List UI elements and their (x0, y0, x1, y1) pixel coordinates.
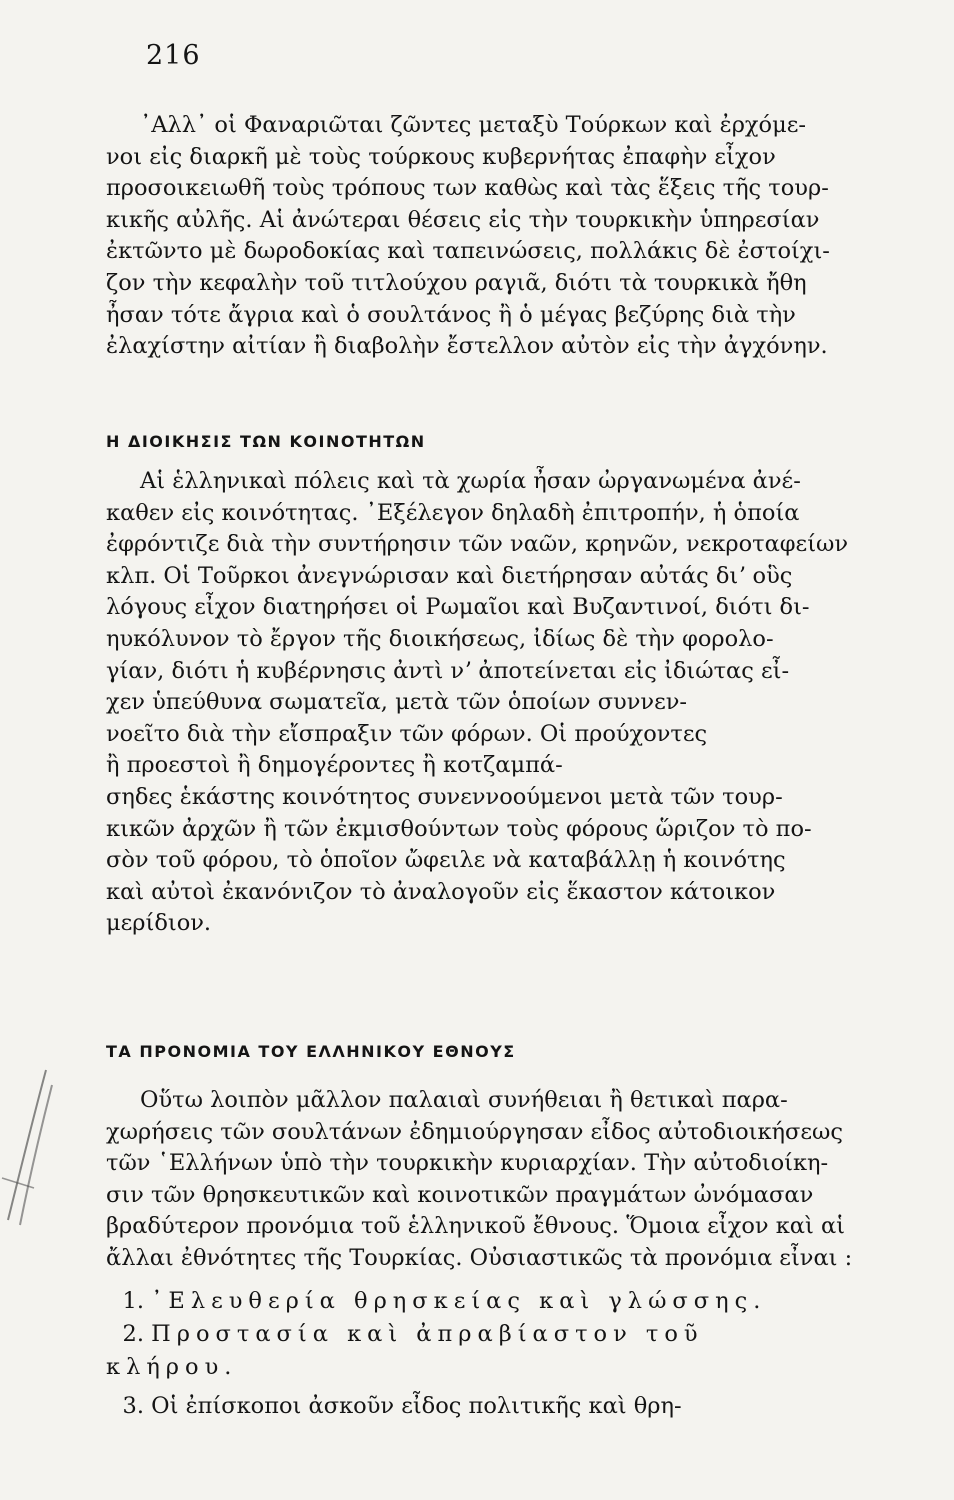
text-line: ἐφρόντιζε διὰ τὴν συντήρησιν τῶν ναῶν, κρηνῶν, νεκροταφείων (106, 531, 849, 558)
text-line: λόγους εἶχον διατηρήσει οἱ Ρωμαῖοι καὶ Βυζαντινοί, διότι δι- (106, 594, 810, 621)
list-number: 3. (122, 1393, 144, 1419)
text-line: γίαν, διότι ἡ κυβέρνησις ἀντὶ νʼ ἀποτείνεται εἰς ἰδιώτας εἶ- (106, 657, 790, 684)
section-heading-communities: Η ΔΙΟΙΚΗΣΙΣ ΤΩΝ ΚΟΙΝΟΤΗΤΩΝ (106, 432, 426, 451)
text-line: κλπ. Οἱ Τοῦρκοι ἀνεγνώρισαν καὶ διετήρησαν αὐτάς διʼ οὓς (106, 562, 793, 589)
list-item (106, 1318, 902, 1351)
text-line: τῶν ῾Ελλήνων ὑπὸ τὴν τουρκικὴν κυριαρχίαν. Τὴν αὐτοδιοίκη- (106, 1150, 829, 1177)
text-line: νοι εἰς διαρκῆ μὲ τοὺς τούρκους κυβερνήτας ἐπαφὴν εἶχον (106, 143, 776, 170)
text-line: Οὕτω λοιπὸν μᾶλλον παλαιαὶ συνήθειαι ἢ θετικαὶ παρα- (140, 1087, 788, 1113)
text-line: κικῶν ἀρχῶν ἢ τῶν ἐκμισθούντων τοὺς φόρους ὥριζον τὸ πο- (106, 815, 812, 842)
text-line: ᾿Αλλ᾿ οἱ Φαναριῶται ζῶντες μεταξὺ Τούρκων καὶ ἐρχόμε- (140, 112, 806, 138)
text-line: ζον τὴν κεφαλὴν τοῦ τιτλούχου ραγιᾶ, διότι τὰ τουρκικὰ ἤθη (106, 269, 807, 296)
text-line: προσοικειωθῆ τοὺς τρόπους των καθὼς καὶ τὰς ἕξεις τῆς τουρ- (106, 175, 829, 202)
text-line: ἐλαχίστην αἰτίαν ἢ διαβολὴν ἔστελλον αὐτὸν εἰς τὴν ἀγχόνην. (106, 333, 828, 360)
text-line: ἦσαν τότε ἄγρια καὶ ὁ σουλτάνος ἢ ὁ μέγας βεζύρης διὰ τὴν (106, 301, 796, 328)
paragraph-intro (106, 110, 902, 363)
text-line: ἢ προεστοὶ ἢ δημογέροντες ἢ κοτζαμπά- (106, 752, 563, 779)
text-line: βραδύτερον προνόμια τοῦ ἑλληνικοῦ ἔθνους. Ὅμοια εἶχον καὶ αἱ (106, 1213, 845, 1240)
list-number: 1. (122, 1288, 144, 1314)
text-line: χεν ὑπεύθυνα σωματεῖα, μετὰ τῶν ὁποίων συννεν- (106, 689, 688, 716)
text-line: κικῆς αὐλῆς. Αἱ ἀνώτεραι θέσεις εἰς τὴν τουρκικὴν ὑπηρεσίαν (106, 206, 820, 233)
text-line: νοεῖτο διὰ τὴν εἴσπραξιν τῶν φόρων. Οἱ προύχοντες (106, 720, 708, 747)
text-line: χωρήσεις τῶν σουλτάνων ἐδημιούργησαν εἶδος αὐτοδιοικήσεως (106, 1118, 843, 1145)
text-line: σιν τῶν θρησκευτικῶν καὶ κοινοτικῶν πραγμάτων ὠνόμασαν (106, 1181, 814, 1208)
text-line: σὸν τοῦ φόρου, τὸ ὁποῖον ὤφειλε νὰ καταβάλλῃ ἡ κοινότης (106, 847, 786, 874)
text-line: ἄλλαι ἐθνότητες τῆς Τουρκίας. Οὐσιαστικῶς τὰ προνόμια εἶναι : (106, 1244, 853, 1271)
text-line: μερίδιον. (106, 910, 212, 937)
list-text: κλήρου. (106, 1354, 238, 1380)
text-line: καὶ αὐτοὶ ἐκανόνιζον τὸ ἀναλογοῦν εἰς ἕκαστον κάτοικον (106, 878, 776, 905)
list-number: 2. (122, 1321, 144, 1347)
text-line: Αἱ ἑλληνικαὶ πόλεις καὶ τὰ χωρία ἦσαν ὠργανωμένα ἀνέ- (140, 468, 801, 494)
privileges-list (106, 1285, 902, 1423)
list-text: Προστασία καὶ ἀπραβίαστον τοῦ (151, 1321, 704, 1347)
pencil-margin-mark (0, 1060, 60, 1230)
list-text: ᾿Ελευθερία θρησκείας καὶ γλώσσης. (151, 1288, 767, 1314)
list-item (106, 1390, 902, 1423)
paragraph-privileges (106, 1085, 902, 1275)
text-line: ἐκτῶντο μὲ δωροδοκίας καὶ ταπεινώσεις, πολλάκις δὲ ἐστοίχι- (106, 238, 830, 265)
paragraph-communities (106, 466, 902, 940)
list-item (106, 1285, 902, 1318)
page-number: 216 (146, 40, 201, 71)
text-line: καθεν εἰς κοινότητας. ᾿Εξέλεγον δηλαδὴ ἐπιτροπήν, ἡ ὁποία (106, 499, 800, 526)
section-heading-privileges: ΤΑ ΠΡΟΝΟΜΙΑ ΤΟΥ ΕΛΛΗΝΙΚΟΥ ΕΘΝΟΥΣ (106, 1042, 516, 1061)
list-item-continuation (106, 1351, 902, 1384)
text-line: σηδες ἑκάστης κοινότητος συνεννοούμενοι μετὰ τῶν τουρ- (106, 783, 783, 810)
text-line: ηυκόλυνον τὸ ἔργον τῆς διοικήσεως, ἰδίως δὲ τὴν φορολο- (106, 625, 774, 652)
list-text: Οἱ ἐπίσκοποι ἀσκοῦν εἶδος πολιτικῆς καὶ θρη- (151, 1393, 682, 1419)
